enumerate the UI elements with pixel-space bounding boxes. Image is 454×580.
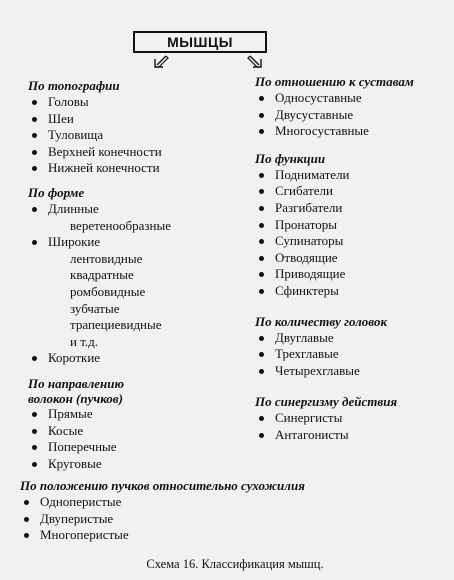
list-item: Поперечные [28,439,238,456]
diagram-title: МЫШЦЫ [133,31,267,53]
list-item: Антагонисты [255,427,445,444]
arrow-left-down-icon [150,54,170,70]
list-item: Трехглавые [255,346,445,363]
list-subitem: веретенообразные [70,217,171,233]
arrow-right-down-icon [246,54,266,70]
list-item: Нижней конечности [28,160,238,177]
group-heading: По синергизму действия [255,394,398,410]
list-item: Верхней конечности [28,144,238,161]
group-heading: По направлению [28,375,124,391]
group-heading: По функции [255,150,326,166]
group-fiber-direction [28,376,238,472]
list-item: Синергисты [255,410,445,427]
list-subitem: ромбовидные [70,283,146,299]
group-function [255,151,445,300]
list-item: Широкие [28,234,238,251]
group-heading: По топографии [28,78,120,93]
list-subitem: зубчатые [70,300,120,316]
group-topography [28,78,238,177]
list-item: Двусуставные [255,107,445,124]
list-item: Многосуставные [255,123,445,140]
list-item: Двуглавые [255,330,445,347]
list-item: Многоперистые [20,527,340,544]
group-heading: По отношению к суставам [255,74,414,89]
list-item: Короткие [28,350,238,367]
list-item: Пронаторы [255,217,445,234]
group-synergism [255,394,445,443]
list-subitem: трапециевидные [70,317,162,333]
list-item: Разгибатели [255,200,445,217]
list-item: Четырехглавые [255,363,445,380]
list-item: Косые [28,423,238,440]
list-item: Прямые [28,406,238,423]
group-heading: волокон (пучков) [28,390,123,406]
list-item: Двуперистые [20,511,340,528]
list-item: Сфинктеры [255,283,445,300]
list-item: Длинные [28,201,238,218]
list-item: Одноперистые [20,494,340,511]
list-item: Шеи [28,111,238,128]
right-column [255,74,445,444]
list-item: Головы [28,94,238,111]
group-shape [28,185,238,367]
list-subitem: лентовидные [70,250,143,266]
list-item: Отводящие [255,250,445,267]
group-heading: По положению пучков относительно сухожилия [20,478,305,493]
list-item: Супинаторы [255,233,445,250]
group-heading: По форме [28,184,85,200]
group-heads [255,314,445,380]
list-item: Подниматели [255,167,445,184]
list-item: Туловища [28,127,238,144]
list-item: Приводящие [255,266,445,283]
list-subitem: квадратные [70,267,134,283]
list-item: Сгибатели [255,183,445,200]
left-column [28,78,238,472]
list-item: Односуставные [255,90,445,107]
group-heading: По количеству головок [255,313,388,329]
figure-caption: Схема 16. Классификация мышц. [146,557,324,571]
list-item: Круговые [28,456,238,473]
group-joints [255,74,445,140]
list-subitem: и т.д. [70,333,99,349]
group-tendon [20,478,340,544]
